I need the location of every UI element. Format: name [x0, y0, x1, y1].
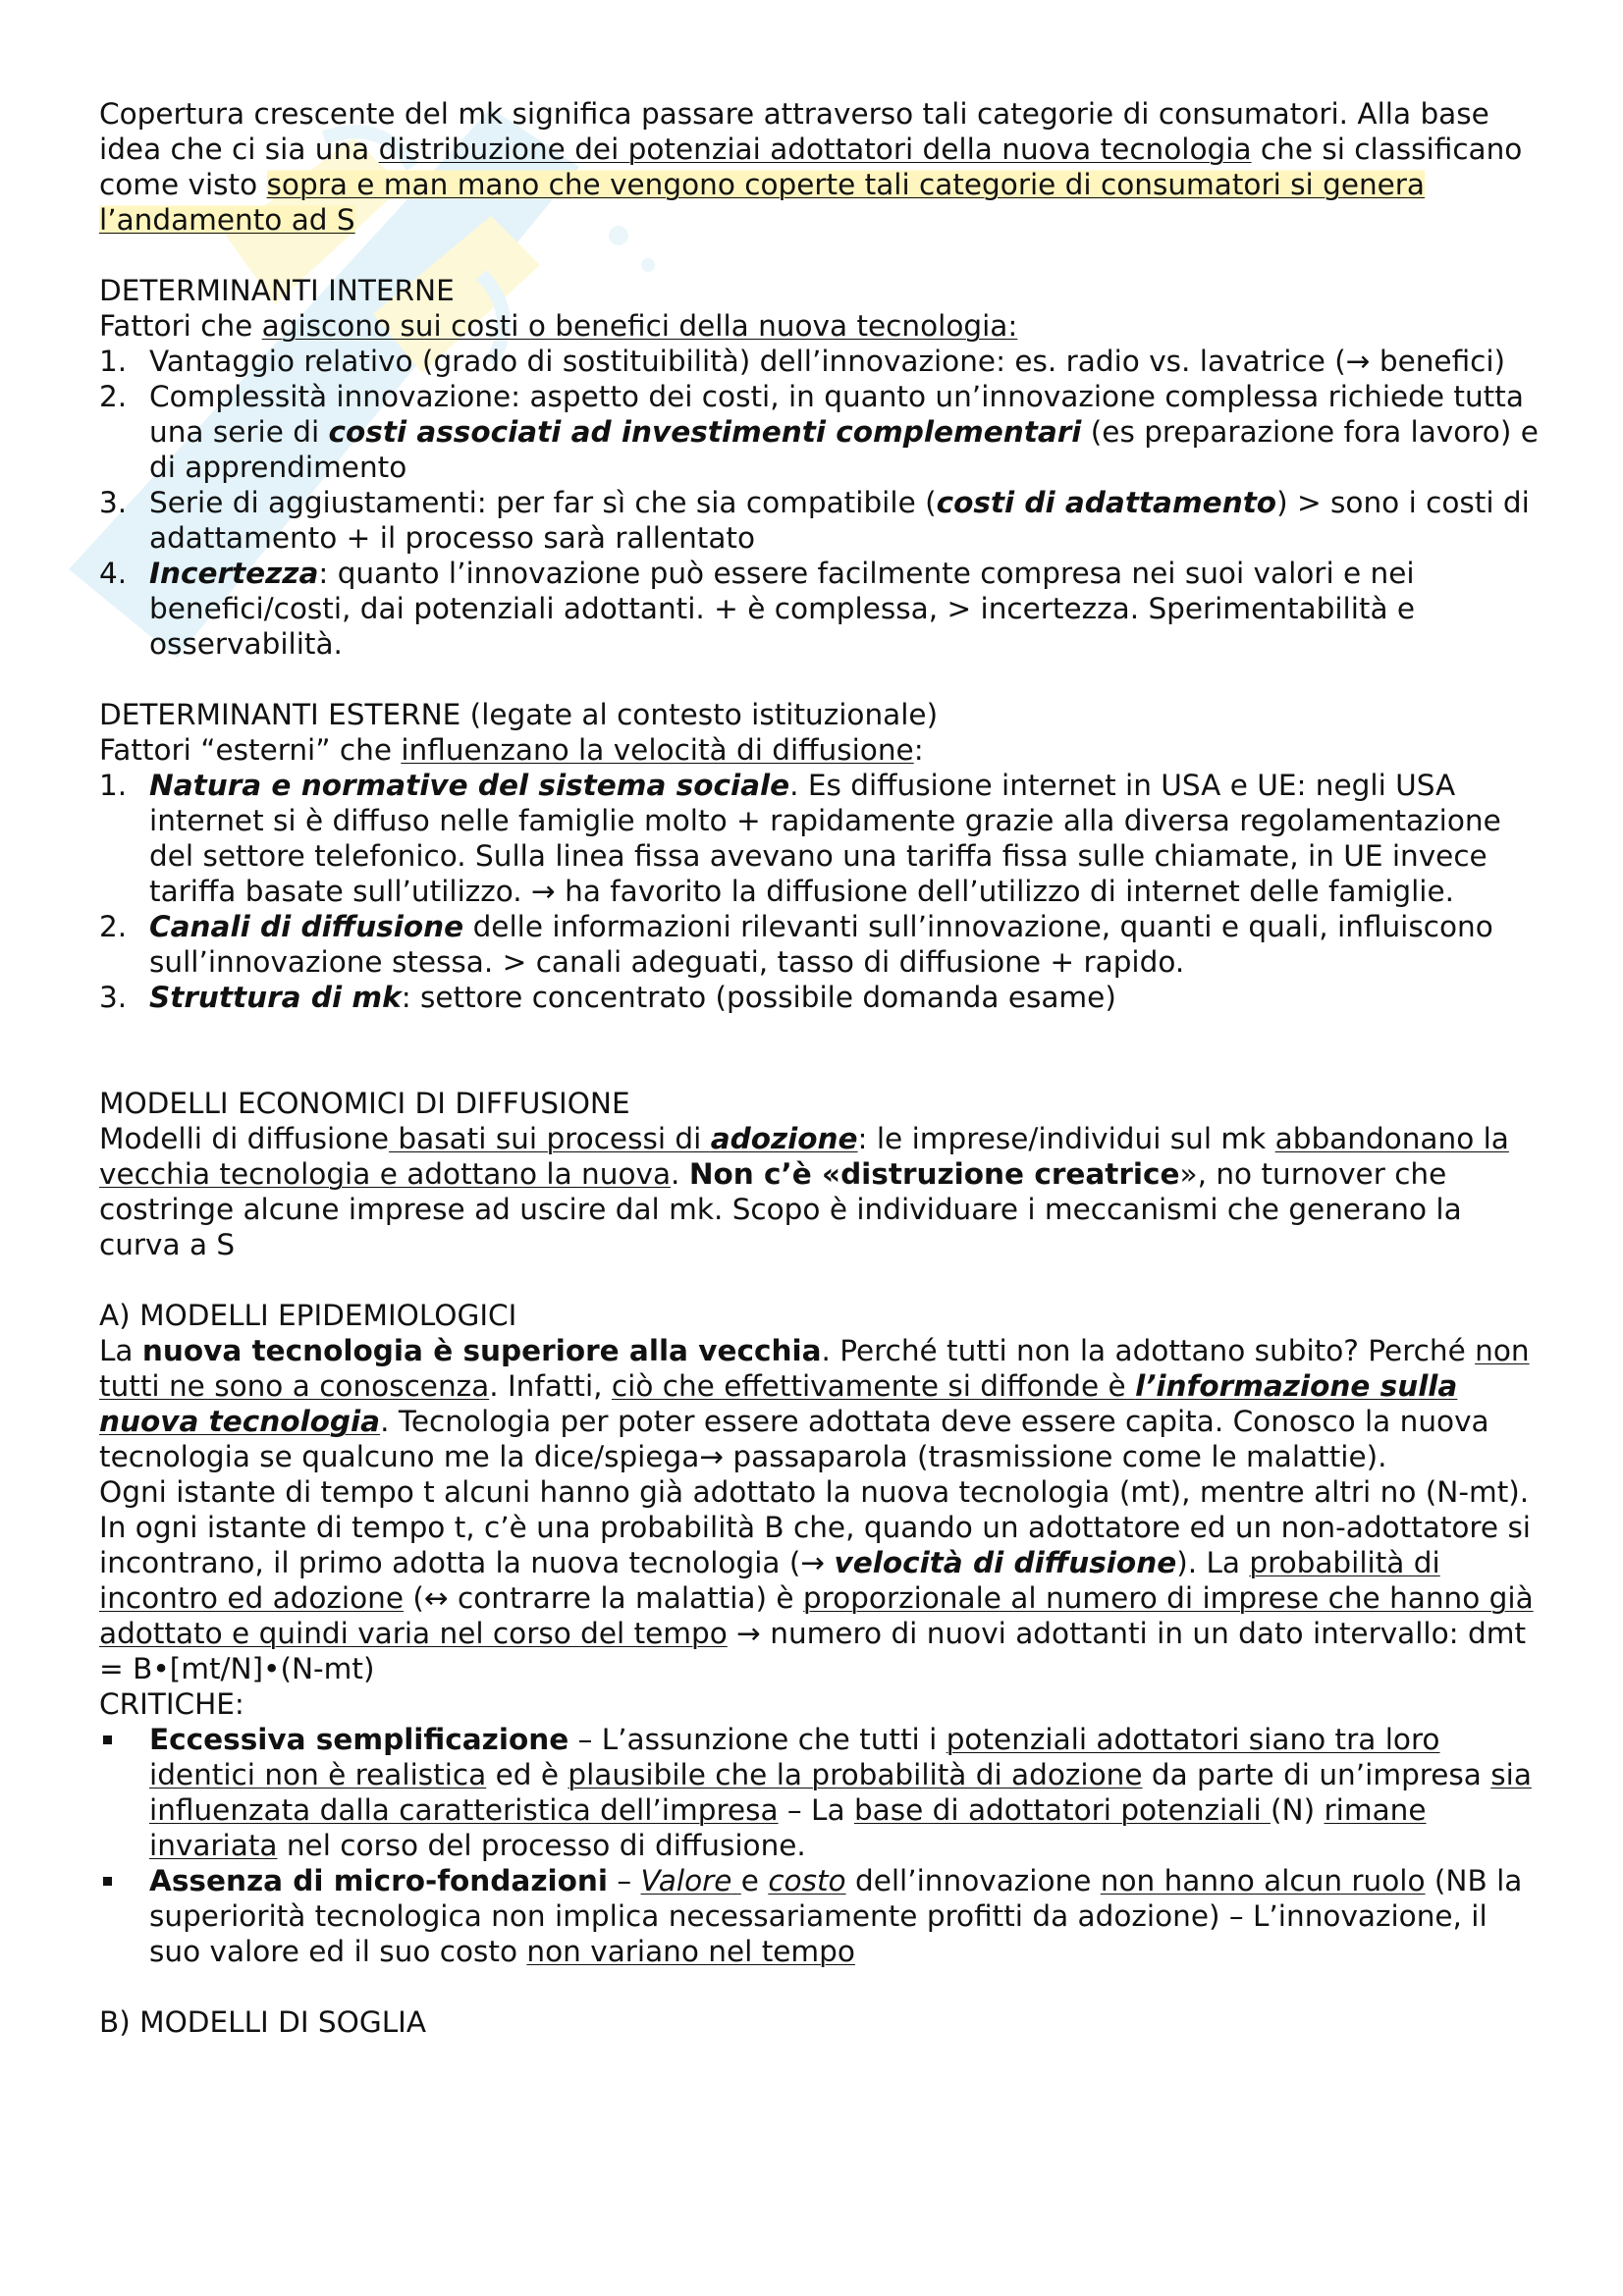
text-run: . Perché tutti non la adottano subito? Perché: [821, 1334, 1476, 1367]
underlined-run: sia influenzata dalla caratteristica dell’impresa: [149, 1758, 1532, 1827]
text-run: (NB la superiorità tecnologica non implica necessariamente profitti da adozione) – L’innovazione, il suo valore ed il suo costo: [149, 1864, 1523, 1968]
bold-run: Assenza di micro-fondazioni: [149, 1864, 608, 1897]
text-run: ). La: [1176, 1546, 1250, 1579]
text-run: dell’innovazione: [845, 1864, 1101, 1897]
bold-run: Non c’è «distruzione creatrice: [688, 1157, 1180, 1191]
text-run: (↔ contrarre la malattia) è: [404, 1581, 803, 1615]
intro-paragraph: [99, 96, 1542, 238]
text-run: . Tecnologia per poter essere adottata deve essere capita. Conosco la nuova tecnologia se qualcuno me la dice/spiega→ passaparola (trasmissione come le malattie).: [99, 1405, 1489, 1473]
text-run: (N): [1271, 1793, 1325, 1827]
text-run: basati sui processi di: [389, 1122, 711, 1155]
text-run: Complessità innovazione: aspetto dei costi, in quanto un’innovazione complessa richiede tutta una serie di: [149, 380, 1524, 449]
internal-intro: [99, 308, 1542, 344]
list-item: [99, 909, 1542, 980]
text-run: : settore concentrato (possibile domanda esame): [401, 981, 1116, 1014]
text-run: La: [99, 1334, 142, 1367]
text-run: : le imprese/individui sul mk: [857, 1122, 1275, 1155]
text-run: e: [740, 1864, 769, 1897]
text-run: Modelli di diffusione: [99, 1122, 390, 1155]
bold-italic-run: Incertezza: [149, 557, 319, 590]
underlined-run: potenziali adottatori siano tra loro identici non è realistica: [149, 1723, 1440, 1791]
models-heading: MODELLI ECONOMICI DI DIFFUSIONE: [99, 1087, 630, 1120]
critics-label: CRITICHE:: [99, 1687, 244, 1721]
bold-run: nuova tecnologia è superiore alla vecchia: [141, 1334, 822, 1367]
list-number: 4.: [99, 557, 128, 590]
underlined-run: non variano nel tempo: [526, 1935, 855, 1968]
bold-run: Eccessiva semplificazione: [149, 1723, 569, 1756]
external-list: [99, 768, 1542, 1015]
text-run: .: [671, 1157, 689, 1191]
bold-italic-run: Canali di diffusione: [149, 910, 464, 943]
underlined-run: [389, 1122, 858, 1155]
text-run: :: [913, 733, 924, 767]
square-bullet-icon: [103, 1735, 112, 1744]
bold-italic-run: l’informazione sulla nuova tecnologia: [99, 1369, 1458, 1438]
bold-italic-run: velocità di diffusione: [834, 1546, 1177, 1579]
list-number: 3.: [99, 486, 128, 519]
bold-italic-run: costi di adattamento: [936, 486, 1277, 519]
text-run: – L’assunzione che tutti i: [568, 1723, 947, 1756]
text-run: Vantaggio relativo (grado di sostituibilità) dell’innovazione: es. radio vs. lavatrice (→ benefici): [149, 345, 1506, 378]
list-item: [99, 1722, 1542, 1863]
list-number: 2.: [99, 910, 128, 943]
text-run: Fattori “esterni” che: [99, 733, 402, 767]
text-run: ) > sono i costi di adattamento + il processo sarà rallentato: [149, 486, 1530, 555]
text-run: → numero di nuovi adottanti in un dato intervallo: dmt = B•[mt/N]•(N-mt): [99, 1617, 1527, 1685]
underlined-run: non hanno alcun ruolo: [1100, 1864, 1426, 1897]
square-bullet-icon: [103, 1877, 112, 1886]
internal-list: [99, 344, 1542, 662]
underlined-run: influenzano la velocità di diffusione: [401, 733, 914, 767]
list-item: [99, 379, 1542, 485]
text-run: che si classificano come visto: [99, 133, 1523, 201]
text-run: ciò che effettivamente si diffonde è: [611, 1369, 1136, 1403]
list-item: [99, 344, 1542, 379]
list-number: 1.: [99, 345, 128, 378]
text-run: ed è: [486, 1758, 568, 1791]
underlined-run: probabilità di incontro ed adozione: [99, 1546, 1440, 1615]
underlined-run: rimane invariata: [149, 1793, 1427, 1862]
underlined-run: plausibile che la probabilità di adozione: [568, 1758, 1143, 1791]
text-run: da parte di un’impresa: [1142, 1758, 1491, 1791]
bold-italic-run: adozione: [710, 1122, 858, 1155]
text-run: Ogni istante di tempo t alcuni hanno già adottato la nuova tecnologia (mt), mentre altri no (N-mt). In ogni istante di tempo t, c’è una probabilità B che, quando un adottatore ed un non-adottatore si incontrano, il primo adotta la nuova tecnologia (→: [99, 1475, 1532, 1579]
list-number: 3.: [99, 981, 128, 1014]
models-paragraph: [99, 1121, 1542, 1262]
list-item: [99, 768, 1542, 909]
epidemic-paragraph-1: [99, 1333, 1542, 1474]
list-number: 2.: [99, 380, 128, 413]
underlined-run: abbandonano la vecchia tecnologia e adottano la nuova: [99, 1122, 1509, 1191]
text-run: : quanto l’innovazione può essere facilmente compresa nei suoi valori e nei benefici/costi, dai potenziali adottanti. + è complessa, > incertezza. Sperimentabilità e osservabilità.: [149, 557, 1416, 661]
critics-list: [99, 1722, 1542, 1969]
text-run: Serie di aggiustamenti: per far sì che sia compatibile (: [149, 486, 937, 519]
text-run: », no turnover che costringe alcune imprese ad uscire dal mk. Scopo è individuare i meccanismi che generano la curva a S: [99, 1157, 1462, 1261]
text-run: . Infatti,: [489, 1369, 612, 1403]
underlined-run: proporzionale al numero di imprese che hanno già adottato e quindi varia nel corso del tempo: [99, 1581, 1534, 1650]
text-run: . Es diffusione internet in USA e UE: negli USA internet si è diffuso nelle famiglie molto + rapidamente grazie alla diversa regolamentazione del settore telefonico. Sulla linea fissa avevano una tariffa fissa sulle chiamate, in UE invece tariffa basate sull’utilizzo. → ha favorito la diffusione dell’utilizzo di internet delle famiglie.: [149, 769, 1501, 908]
epidemic-heading: A) MODELLI EPIDEMIOLOGICI: [99, 1299, 517, 1332]
external-intro: [99, 732, 1542, 768]
underlined-run: distribuzione dei potenziai adottatori della nuova tecnologia: [378, 133, 1252, 166]
text-run: nel corso del processo di diffusione.: [277, 1829, 806, 1862]
bold-italic-run: Natura e normative del sistema sociale: [149, 769, 790, 802]
bold-italic-run: costi associati ad investimenti complementari: [328, 415, 1082, 449]
internal-heading: DETERMINANTI INTERNE: [99, 274, 455, 307]
list-item: [99, 980, 1542, 1015]
document-body: [99, 96, 1542, 2040]
epidemic-paragraph-2: [99, 1474, 1542, 1686]
text-run: delle informazioni rilevanti sull’innovazione, quanti e quali, influiscono sull’innovazione stessa. > canali adeguati, tasso di diffusione + rapido.: [149, 910, 1493, 979]
external-heading: DETERMINANTI ESTERNE (legate al contesto istituzionale): [99, 698, 939, 731]
underlined-run: base di adottatori potenziali: [853, 1793, 1271, 1827]
italic-underlined-run: Valore: [640, 1864, 741, 1897]
threshold-heading: B) MODELLI DI SOGLIA: [99, 2005, 427, 2039]
bold-italic-run: Struttura di mk: [149, 981, 402, 1014]
list-number: 1.: [99, 769, 128, 802]
italic-underlined-run: costo: [768, 1864, 846, 1897]
underlined-run: non tutti ne sono a conoscenza: [99, 1334, 1530, 1403]
underlined-run: agiscono sui costi o benefici della nuova tecnologia:: [261, 309, 1018, 343]
text-run: Copertura crescente del mk significa passare attraverso tali categorie di consumatori. Alla base idea che ci sia una: [99, 97, 1489, 166]
highlighted-run: sopra e man mano che vengono coperte tali categorie di consumatori si genera l’andamento ad S: [99, 168, 1426, 237]
text-run: Fattori che: [99, 309, 262, 343]
list-item: [99, 485, 1542, 556]
text-run: –: [608, 1864, 641, 1897]
list-item: [99, 556, 1542, 662]
text-run: (es preparazione fora lavoro) e di apprendimento: [149, 415, 1539, 484]
list-item: [99, 1863, 1542, 1969]
text-run: – La: [778, 1793, 854, 1827]
